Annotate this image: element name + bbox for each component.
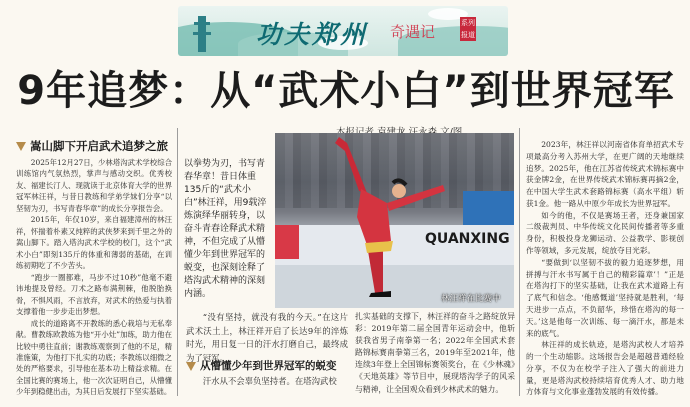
column-banner [178,6,508,56]
paragraph: 扎实基础的支撑下，林汪祥的奋斗之路绽放异彩：2019年第二届全国青年运动会中，他斩获我省男子南拳第一名；2022年全国武术套路锦标赛南拳第三名，2019年至2021年，他连续3年登上全国锦标赛领奖台，在《少林魂》《天地英雄》等节目中，展现塔沟学子的风采与精神，让全国观众看到少林武术的魅力。 [355,312,515,394]
pull-quote: 以拳势为刃，书写青春华章！昔日体重135斤的“武术小白”林汪祥，用9载淬炼演绎华丽转身，以奋斗青春诠释武术精神，不但完成了从懵懂少年到世界冠军的蜕变，也深刻诠释了塔沟武术精神的深刻内涵。 [184,159,267,300]
paragraph: 2015年，年仅10岁，来自福建漳州的林汪祥，怀揣着朴素又纯粹的武侠梦来到千里之外的嵩山脚下。踏入塔沟武术学校的校门，这个“武术小白”即刻135斤的体重和薄弱的基础，在训练初期吃了不少苦头。 [16,215,172,271]
kicking-leg [335,137,367,193]
paragraph: “跑步一圈都难，马步不过10秒”他毫不避讳地提及曾经。刀术之路布满荆棘，他脱胎换骨，不惧风雨，不言放弃，对武术的热爱与执着支撑着他一步步走出梦想。 [16,272,172,317]
column-title: 功夫郑州 [256,20,369,49]
section-heading: 从懵懂少年到世界冠军的蜕变 [186,358,337,373]
series-seal: 系列 报道 [461,19,475,39]
pagoda-icon [198,16,206,52]
paragraph: “没有坚持，就没有我的今天。”在这片武术沃土上，林汪祥开启了长达9年的淬炼时光，用日复一日的汗水打磨自己，最终成为了冠军。 [186,312,348,363]
athlete-figure [275,133,514,308]
column-divider [177,128,178,396]
column-divider [519,128,520,396]
paragraph: 林汪祥的成长轨迹，是塔沟武校人才培养的一个生动缩影。这场报告会是超越普通经验分享，不仅为在校学子注入了强大的前进力量，更是塔沟武校持续培育优秀人才、助力地方体育与文化事业蓬勃发展的有效传播。 [526,340,684,397]
article-column-2 [186,311,348,365]
paragraph: 如今的他，不仅是赛场王者，还身兼国家二级裁判员、中华传统文化民间传播者等多重身份，积极投身龙狮运动、公益教学、影视创作等领域，多元发展，绽放夺目光彩。 [526,210,684,256]
paragraph: 2025年12月27日，少林塔沟武术学校综合训练馆内气氛热烈，掌声与感动交织。优秀校友、福建长汀人、现就读于北京体育大学的世界冠军林汪祥，与昔日教练和学弟学妹们分享“以坚韧为刃，书写青春华章”的成长分享报告会。 [16,158,172,213]
article-photo [275,133,514,308]
paragraph: “要做到‘以坚韧不拔的毅力追逐梦想，用拼搏与汗水书写属于自己的精彩篇章’！”正是在塔沟打下的坚实基础，让我在武术道路上有了底气和信念。‘他感慨道’坚持就是胜利，‘每天进步一点点，不负韶华，珍惜在塔沟的每一天。’这是他每一次训练、每一滴汗水，都是未来的底气。 [526,257,684,338]
paragraph: 汗水从不会辜负坚持者。在塔沟武校 [202,376,337,386]
triangle-marker-icon [186,362,196,371]
sponsor-brand: QUANXING [425,231,510,247]
triangle-marker-icon [16,142,26,151]
section-heading: 嵩山脚下开启武术追梦之旅 [16,138,168,154]
article-column-3 [355,311,515,396]
athlete-head [392,184,406,198]
article-column-4 [526,139,684,398]
article-column-2-continued [186,375,348,389]
article-column-1 [16,157,172,398]
headline: 9年追梦：从“武术小白”到世界冠军 [17,68,675,114]
column-subtitle: 奇遇记 [390,23,436,41]
athlete-torso [357,189,391,245]
paragraph: 2023年，林汪祥以河南省体育单招武术专项最高分考入苏州大学，在更广阔的天地继续追梦。2025年，他在江苏省传统武术锦标赛中获金牌2金，在世界传统武术锦标赛再摘2金，在中国大学生武术套路锦标赛（高水平组）斩获1金。他一路从中原少年成长为世界冠军。 [526,140,684,208]
paragraph: 成长的道路离不开教练的悉心栽培与无私奉献。曹教练欧教练为他“开小灶”加练，助力他在比较中勇往直前；谢教练观察到了他的不足，精准施策，为他打下扎实的功底；李教练以细微之处的严格要求，引导他在基本功上精益求精。在全国比赛的赛场上，他一次次证明自己，从懵懂少年到稳健出击，为其日后发展打下坚实基础。 [16,318,172,397]
photo-caption: 林汪祥在比赛中 [441,294,501,304]
